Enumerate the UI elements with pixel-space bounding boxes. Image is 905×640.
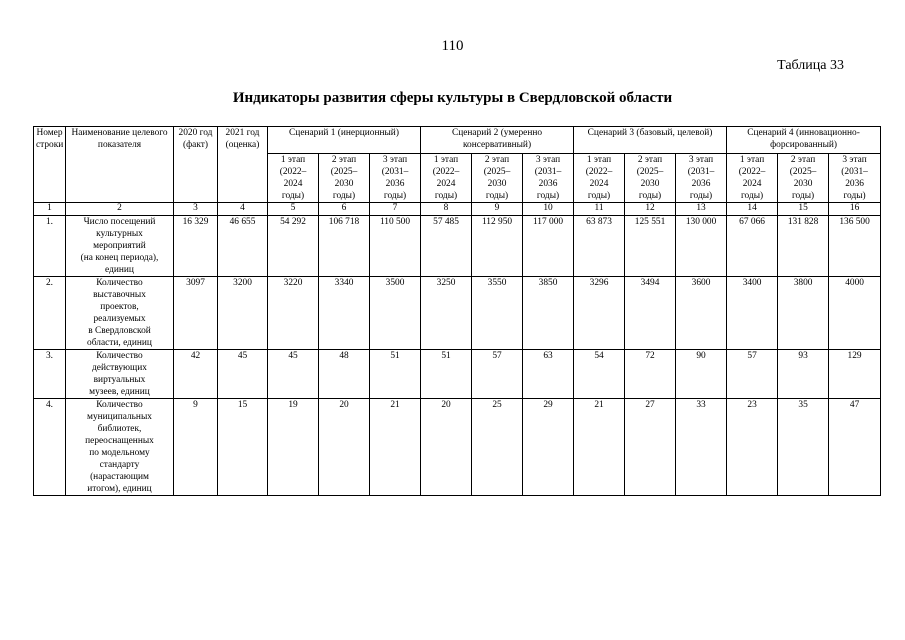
header-scenario-2: Сценарий 2 (умеренно консервативный)	[421, 127, 574, 154]
value-cell: 3600	[676, 277, 727, 350]
value-cell: 63	[523, 350, 574, 399]
value-cell: 3296	[574, 277, 625, 350]
value-cell: 3250	[421, 277, 472, 350]
column-number: 10	[523, 203, 574, 216]
value-cell: 15	[218, 399, 268, 496]
column-number: 9	[472, 203, 523, 216]
value-cell: 25	[472, 399, 523, 496]
document-title: Индикаторы развития сферы культуры в Свердловской области	[232, 90, 673, 106]
page-number: 110	[441, 38, 464, 54]
indicators-table	[33, 126, 881, 496]
value-cell: 47	[829, 399, 881, 496]
stage-3-header: 3 этап (2031– 2036 годы)	[676, 154, 727, 203]
value-cell: 3340	[319, 277, 370, 350]
header-row-number: Номер строки	[34, 127, 66, 203]
value-cell: 35	[778, 399, 829, 496]
value-cell: 4000	[829, 277, 881, 350]
row-number: 2.	[34, 277, 66, 350]
column-number: 6	[319, 203, 370, 216]
value-cell: 54	[574, 350, 625, 399]
column-number: 7	[370, 203, 421, 216]
value-cell: 3500	[370, 277, 421, 350]
value-cell: 63 873	[574, 216, 625, 277]
column-number: 13	[676, 203, 727, 216]
value-cell: 42	[174, 350, 218, 399]
column-number-row	[34, 203, 881, 216]
stage-1-header: 1 этап (2022– 2024 годы)	[421, 154, 472, 203]
value-cell: 33	[676, 399, 727, 496]
value-cell: 23	[727, 399, 778, 496]
stage-2-header: 2 этап (2025– 2030 годы)	[625, 154, 676, 203]
value-cell: 21	[370, 399, 421, 496]
value-cell: 131 828	[778, 216, 829, 277]
value-cell: 20	[421, 399, 472, 496]
value-cell: 57	[727, 350, 778, 399]
row-number: 3.	[34, 350, 66, 399]
value-cell: 3400	[727, 277, 778, 350]
column-number: 14	[727, 203, 778, 216]
value-cell: 125 551	[625, 216, 676, 277]
column-number: 3	[174, 203, 218, 216]
value-cell: 90	[676, 350, 727, 399]
value-cell: 136 500	[829, 216, 881, 277]
column-number: 15	[778, 203, 829, 216]
row-number: 1.	[34, 216, 66, 277]
header-year-2021: 2021 год (оценка)	[218, 127, 268, 203]
value-cell: 57 485	[421, 216, 472, 277]
stage-3-header: 3 этап (2031– 2036 годы)	[523, 154, 574, 203]
column-number: 11	[574, 203, 625, 216]
column-number: 2	[66, 203, 174, 216]
stage-2-header: 2 этап (2025– 2030 годы)	[778, 154, 829, 203]
value-cell: 46 655	[218, 216, 268, 277]
column-number: 8	[421, 203, 472, 216]
stage-1-header: 1 этап (2022– 2024 годы)	[727, 154, 778, 203]
value-cell: 16 329	[174, 216, 218, 277]
value-cell: 129	[829, 350, 881, 399]
value-cell: 110 500	[370, 216, 421, 277]
indicator-name: Число посещений культурных мероприятий (на конец периода), единиц	[66, 216, 174, 277]
column-number: 16	[829, 203, 881, 216]
value-cell: 3200	[218, 277, 268, 350]
column-number: 12	[625, 203, 676, 216]
value-cell: 3494	[625, 277, 676, 350]
value-cell: 27	[625, 399, 676, 496]
indicator-name: Количество выставочных проектов, реализуемых в Свердловской области, единиц	[66, 277, 174, 350]
column-number: 4	[218, 203, 268, 216]
column-number: 1	[34, 203, 66, 216]
value-cell: 72	[625, 350, 676, 399]
value-cell: 3220	[268, 277, 319, 350]
value-cell: 130 000	[676, 216, 727, 277]
stage-1-header: 1 этап (2022– 2024 годы)	[268, 154, 319, 203]
table-row	[34, 350, 881, 399]
value-cell: 54 292	[268, 216, 319, 277]
value-cell: 20	[319, 399, 370, 496]
value-cell: 19	[268, 399, 319, 496]
value-cell: 45	[268, 350, 319, 399]
stage-2-header: 2 этап (2025– 2030 годы)	[472, 154, 523, 203]
table-label: Таблица 33	[777, 58, 844, 73]
row-number: 4.	[34, 399, 66, 496]
value-cell: 45	[218, 350, 268, 399]
value-cell: 3097	[174, 277, 218, 350]
table-row	[34, 216, 881, 277]
value-cell: 3850	[523, 277, 574, 350]
indicator-name: Количество муниципальных библиотек, переоснащенных по модельному стандарту (нарастающим итогом), единиц	[66, 399, 174, 496]
header-indicator-name: Наименование целевого показателя	[66, 127, 174, 203]
value-cell: 9	[174, 399, 218, 496]
value-cell: 48	[319, 350, 370, 399]
stage-2-header: 2 этап (2025– 2030 годы)	[319, 154, 370, 203]
value-cell: 3800	[778, 277, 829, 350]
header-scenario-4: Сценарий 4 (инновационно-форсированный)	[727, 127, 881, 154]
header-row	[34, 127, 881, 154]
column-number: 5	[268, 203, 319, 216]
value-cell: 67 066	[727, 216, 778, 277]
stage-3-header: 3 этап (2031– 2036 годы)	[829, 154, 881, 203]
value-cell: 117 000	[523, 216, 574, 277]
value-cell: 29	[523, 399, 574, 496]
header-scenario-3: Сценарий 3 (базовый, целевой)	[574, 127, 727, 154]
header-year-2020: 2020 год (факт)	[174, 127, 218, 203]
header-scenario-1: Сценарий 1 (инерционный)	[268, 127, 421, 154]
table-row	[34, 277, 881, 350]
value-cell: 57	[472, 350, 523, 399]
stage-3-header: 3 этап (2031– 2036 годы)	[370, 154, 421, 203]
stage-1-header: 1 этап (2022– 2024 годы)	[574, 154, 625, 203]
value-cell: 106 718	[319, 216, 370, 277]
value-cell: 21	[574, 399, 625, 496]
value-cell: 51	[421, 350, 472, 399]
value-cell: 112 950	[472, 216, 523, 277]
indicator-name: Количество действующих виртуальных музеев, единиц	[66, 350, 174, 399]
value-cell: 51	[370, 350, 421, 399]
value-cell: 93	[778, 350, 829, 399]
value-cell: 3550	[472, 277, 523, 350]
table-row	[34, 399, 881, 496]
